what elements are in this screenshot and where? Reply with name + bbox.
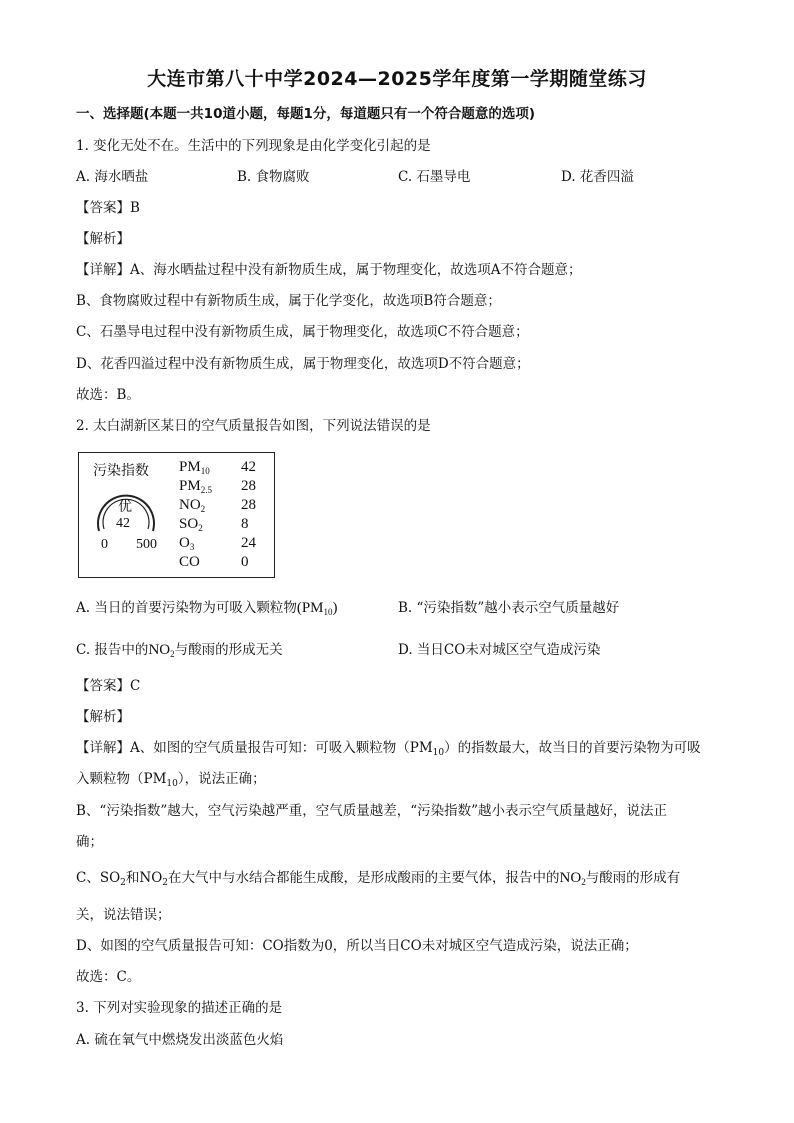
q1-option-a: A. 海水晒盐 bbox=[76, 169, 149, 185]
q1-detail-a: 【详解】A、海水晒盐过程中没有新物质生成，属于物理变化，故选项A不符合题意； bbox=[76, 262, 582, 278]
pollutant-pm10: $PM_{10}$ bbox=[179, 459, 210, 476]
gauge-value: 42 bbox=[116, 516, 130, 531]
q1-detail-c: C、石墨导电过程中没有新物质生成，属于物理变化，故选项C不符合题意； bbox=[76, 324, 529, 340]
q1-detail-d: D、花香四溢过程中没有新物质生成，属于物理变化，故选项D不符合题意； bbox=[76, 356, 530, 372]
q1-answer: 【答案】B bbox=[76, 200, 140, 216]
q1-stem: 1. 变化无处不在。生活中的下列现象是由化学变化引起的是 bbox=[76, 138, 431, 154]
q2-detail-c-line1: C、$SO_2$和$NO_2$在大气中与水结合都能生成酸，是形成酸雨的主要气体，报告中的$NO_2$与酸雨的形成有 bbox=[76, 870, 681, 888]
q2-detail-d: D、如图的空气质量报告可知：CO指数为0，所以当日CO未对城区空气造成污染，说法正确； bbox=[76, 938, 638, 954]
q2-option-d: D. 当日CO未对城区空气造成污染 bbox=[398, 642, 601, 658]
pollutant-no2-value: 28 bbox=[241, 497, 256, 513]
page-title: 大连市第八十中学2024—2025学年度第一学期随堂练习 bbox=[147, 68, 647, 90]
q3-stem: 3. 下列对实验现象的描述正确的是 bbox=[76, 1000, 283, 1016]
report-heading: 污染指数 bbox=[93, 463, 149, 479]
pollutant-so2: $SO_2$ bbox=[179, 516, 203, 533]
pollutant-o3-value: 24 bbox=[241, 535, 256, 551]
pollutant-co-value: 0 bbox=[241, 554, 249, 570]
q1-option-c: C. 石墨导电 bbox=[398, 169, 471, 185]
section-heading: 一、选择题(本题一共10道小题，每题1分，每道题只有一个符合题意的选项) bbox=[76, 106, 536, 122]
q1-conclusion: 故选：B。 bbox=[76, 387, 140, 403]
q2-detail-b-line2: 确； bbox=[76, 834, 103, 850]
pollutant-so2-value: 8 bbox=[241, 516, 249, 532]
q3-option-a: A. 硫在氧气中燃烧发出淡蓝色火焰 bbox=[76, 1032, 284, 1048]
q2-option-a: A. 当日的首要污染物为可吸入颗粒物$(PM_{10})$ bbox=[76, 600, 338, 617]
q1-option-d: D. 花香四溢 bbox=[561, 169, 634, 185]
pollutant-pm25: $PM_{2.5}$ bbox=[179, 478, 212, 495]
q1-option-b: B. 食物腐败 bbox=[237, 169, 310, 185]
q2-option-b: B. “污染指数”越小表示空气质量越好 bbox=[398, 600, 620, 616]
air-quality-report bbox=[78, 452, 275, 578]
q2-detail-b-line1: B、“污染指数”越大，空气污染越严重，空气质量越差，“污染指数”越小表示空气质量越好，说法正 bbox=[76, 803, 668, 819]
gauge-label: 优 bbox=[118, 499, 132, 515]
pollutant-co: CO bbox=[179, 554, 200, 570]
pollutant-no2: $NO_2$ bbox=[179, 497, 206, 514]
q2-stem: 2. 太白湖新区某日的空气质量报告如图，下列说法错误的是 bbox=[76, 418, 431, 434]
pollutant-o3: $O_3$ bbox=[179, 535, 195, 552]
q2-analysis-label: 【解析】 bbox=[76, 709, 130, 725]
q2-detail-a-line2: 入颗粒物$(PM_{10})$，说法正确； bbox=[76, 771, 266, 789]
gauge-min: 0 bbox=[101, 537, 108, 552]
q2-conclusion: 故选：C。 bbox=[76, 969, 141, 985]
pollutant-pm10-value: 42 bbox=[241, 459, 256, 475]
q2-detail-a-line1: 【详解】A、如图的空气质量报告可知：可吸入颗粒物$(PM_{10})$的指数最大，故当日的首要污染物为可吸 bbox=[76, 740, 701, 758]
q2-answer: 【答案】C bbox=[76, 678, 141, 694]
gauge-max: 500 bbox=[136, 537, 157, 552]
q1-detail-b: B、食物腐败过程中有新物质生成，属于化学变化，故选项B符合题意； bbox=[76, 293, 501, 309]
q2-detail-c-line2: 关，说法错误； bbox=[76, 907, 171, 923]
q2-option-c: C. 报告中的$NO_2$与酸雨的形成无关 bbox=[76, 642, 283, 659]
pollutant-pm25-value: 28 bbox=[241, 478, 256, 494]
q1-analysis-label: 【解析】 bbox=[76, 231, 130, 247]
